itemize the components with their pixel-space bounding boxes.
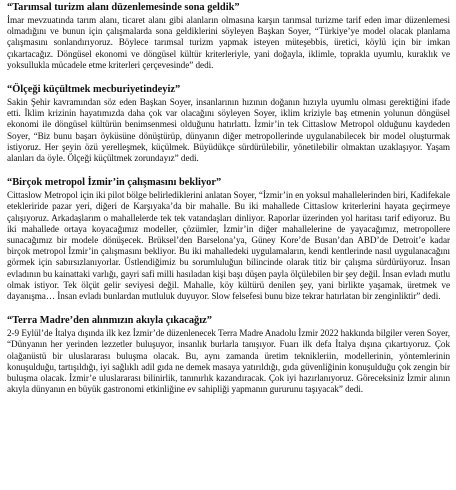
section-divider bbox=[7, 302, 450, 315]
section-terra-madre bbox=[7, 315, 450, 395]
section-heading: “Tarımsal turizm alanı düzenlemesinde sona geldik” bbox=[7, 2, 240, 13]
section-heading: “Terra Madre’den alınmızın akıyla çıkacağız” bbox=[7, 315, 212, 327]
section-divider bbox=[7, 71, 450, 84]
section-heading: “Ölçeği küçültmek mecburiyetindeyiz” bbox=[7, 84, 181, 96]
section-paragraph: 2-9 Eylül’de İtalya dışında ilk kez İzmir’de düzenlenecek Terra Madre Anadolu İzmir 2022 hakkında bilgiler veren Soyer, “Dünyanın her yerinden lezzetler buluşuyor, insanlık burlarla tanışıyor. Fuarı ilk defa İtalya dışına çıkartıyoruz. Çok olağanüstü bir uluslararası buluşma olacak. Bu, aynı zamanda üretim teknikleriin, modellerinin, yöntemlerinin konuşulduğu, tartışıldığı, iyi sağlıklı adil gıda ne demek masaya yatırıldığı, gıda güvenliğinin konuşulduğu çok zengin bir buluşma olacak. İzmir’e uluslararası bilinirlik, tanınırlık kazandıracak. Çok iyi hazırlanıyoruz. Göreceksiniz İzmir alının akıyla dünyanın en büyük gastronomi etkinliğine ev sahipliği yapmanın gururunu taşıyacak” dedi. bbox=[7, 328, 450, 395]
section-metropol bbox=[7, 177, 450, 302]
section-agritourism bbox=[7, 2, 450, 71]
section-paragraph: Cittaslow Metropol için iki pilot bölge belirlediklerini anlatan Soyer, “İzmir’in en yoksul mahallelerinden biri, Kadifekale etekleriride pazar yeri, diğeri de Karşıyaka’da bir mahalle. Bu iki mahallede Cittaslow kriterlerini hayata geçirmeye çalışıyoruz. Arkadaşlarım o mahallelerde tek tek vatandaşları dinliyor. Raporlar üzerinden yol haritası tarif ediyoruz. Bu iki mahallede ortaya koyacağımız modeller, çözümler, İzmir’in diğer mahallelerine de yayacağımız, metropollere sunacağımız bir modele dönüşecek. Brüksel’den Barselona’ya, Güney Kore’de Busan’dan ABD’de Detroit’e kadar birçok metropol İzmir’in çalışmasını bekliyor. Bu iki mahalledeki uygulamaların, kendi kentlerinde nasıl uygulanacağını görmek için sabırsızlanıyorlar. Üstlendiğimiz bu sorumluluğun bilincinde olarak titiz bir çalışma sürdürüyoruz. İnsan evladının bu kainattaki varlığı, gayri safi milli hasıladan kişi başı düşen payla ölçülebilen bir şey değil. İnsan evladı mutlu olmak istiyor. Tek ölçüt gelir seviyesi değil. Mahalle, köy kültürü denilen şey, yani birlikte yaşamak, üretmek ve dayanışma… İnsan evladı bunlardan mutluluk duyuyor. Slow felsefesi bunu bize tekrar hatırlatan bir zenginliktir” dedi. bbox=[7, 190, 450, 302]
section-scale bbox=[7, 84, 450, 164]
section-heading: “Birçok metropol İzmir’in çalışmasını bekliyor” bbox=[7, 177, 222, 189]
section-paragraph: İmar mevzuatında tarım alanı, ticaret alanı gibi alanların olmasına karşın tarımsal turizme tarif eden imar düzenlemesi olmadığını ve bunun için çalışmalarda sona geldiklerini söyleyen Başkan Soyer, “Türkiye’ye model olacak planlama çalışmasını sonlandırıyoruz. Böylece tarımsal turizm yapmak isteyen müteşebbis, üretici, köylü için bir imkan çıkartacağız. Döngüsel ekonomi ve döngüsel kültür kriterleriyle, yani doğayla, iklimle, toprakla uyumlu, kuraklık ve yoksullukla mücadele etme kriterleri çerçevesinde” dedi. bbox=[7, 15, 450, 70]
section-paragraph: Sakin Şehir kavramından söz eden Başkan Soyer, insanlarının hızının doğanın hızıyla uyumlu olması gerektiğini ifade etti. İklim krizinin hayatımızda daha çok var olacağını söyleyen Soyer, iklim kriziyle baş etmenin yolunun döngüsel ekonomi ile döngüsel kültürün benimsenmesi olduğunu hatırlattı. İzmir’in tek Cittaslow Metropol olduğunu kaydeden Soyer, “Biz bunu başarı öyküsüne dönüştürüp, dünyanın diğer metropollerinde uygulanabilecek bir model oluşturmak istiyoruz. Her şeyin özü yerelleşmek, küçülmek. Büyüdükçe sürdürülebilir, yönetilebilir olmaktan uzaklaşıyor. Yaşam alanları da öyle. Ölçeği küçültmek zorundayız” dedi. bbox=[7, 97, 450, 164]
section-divider bbox=[7, 164, 450, 177]
